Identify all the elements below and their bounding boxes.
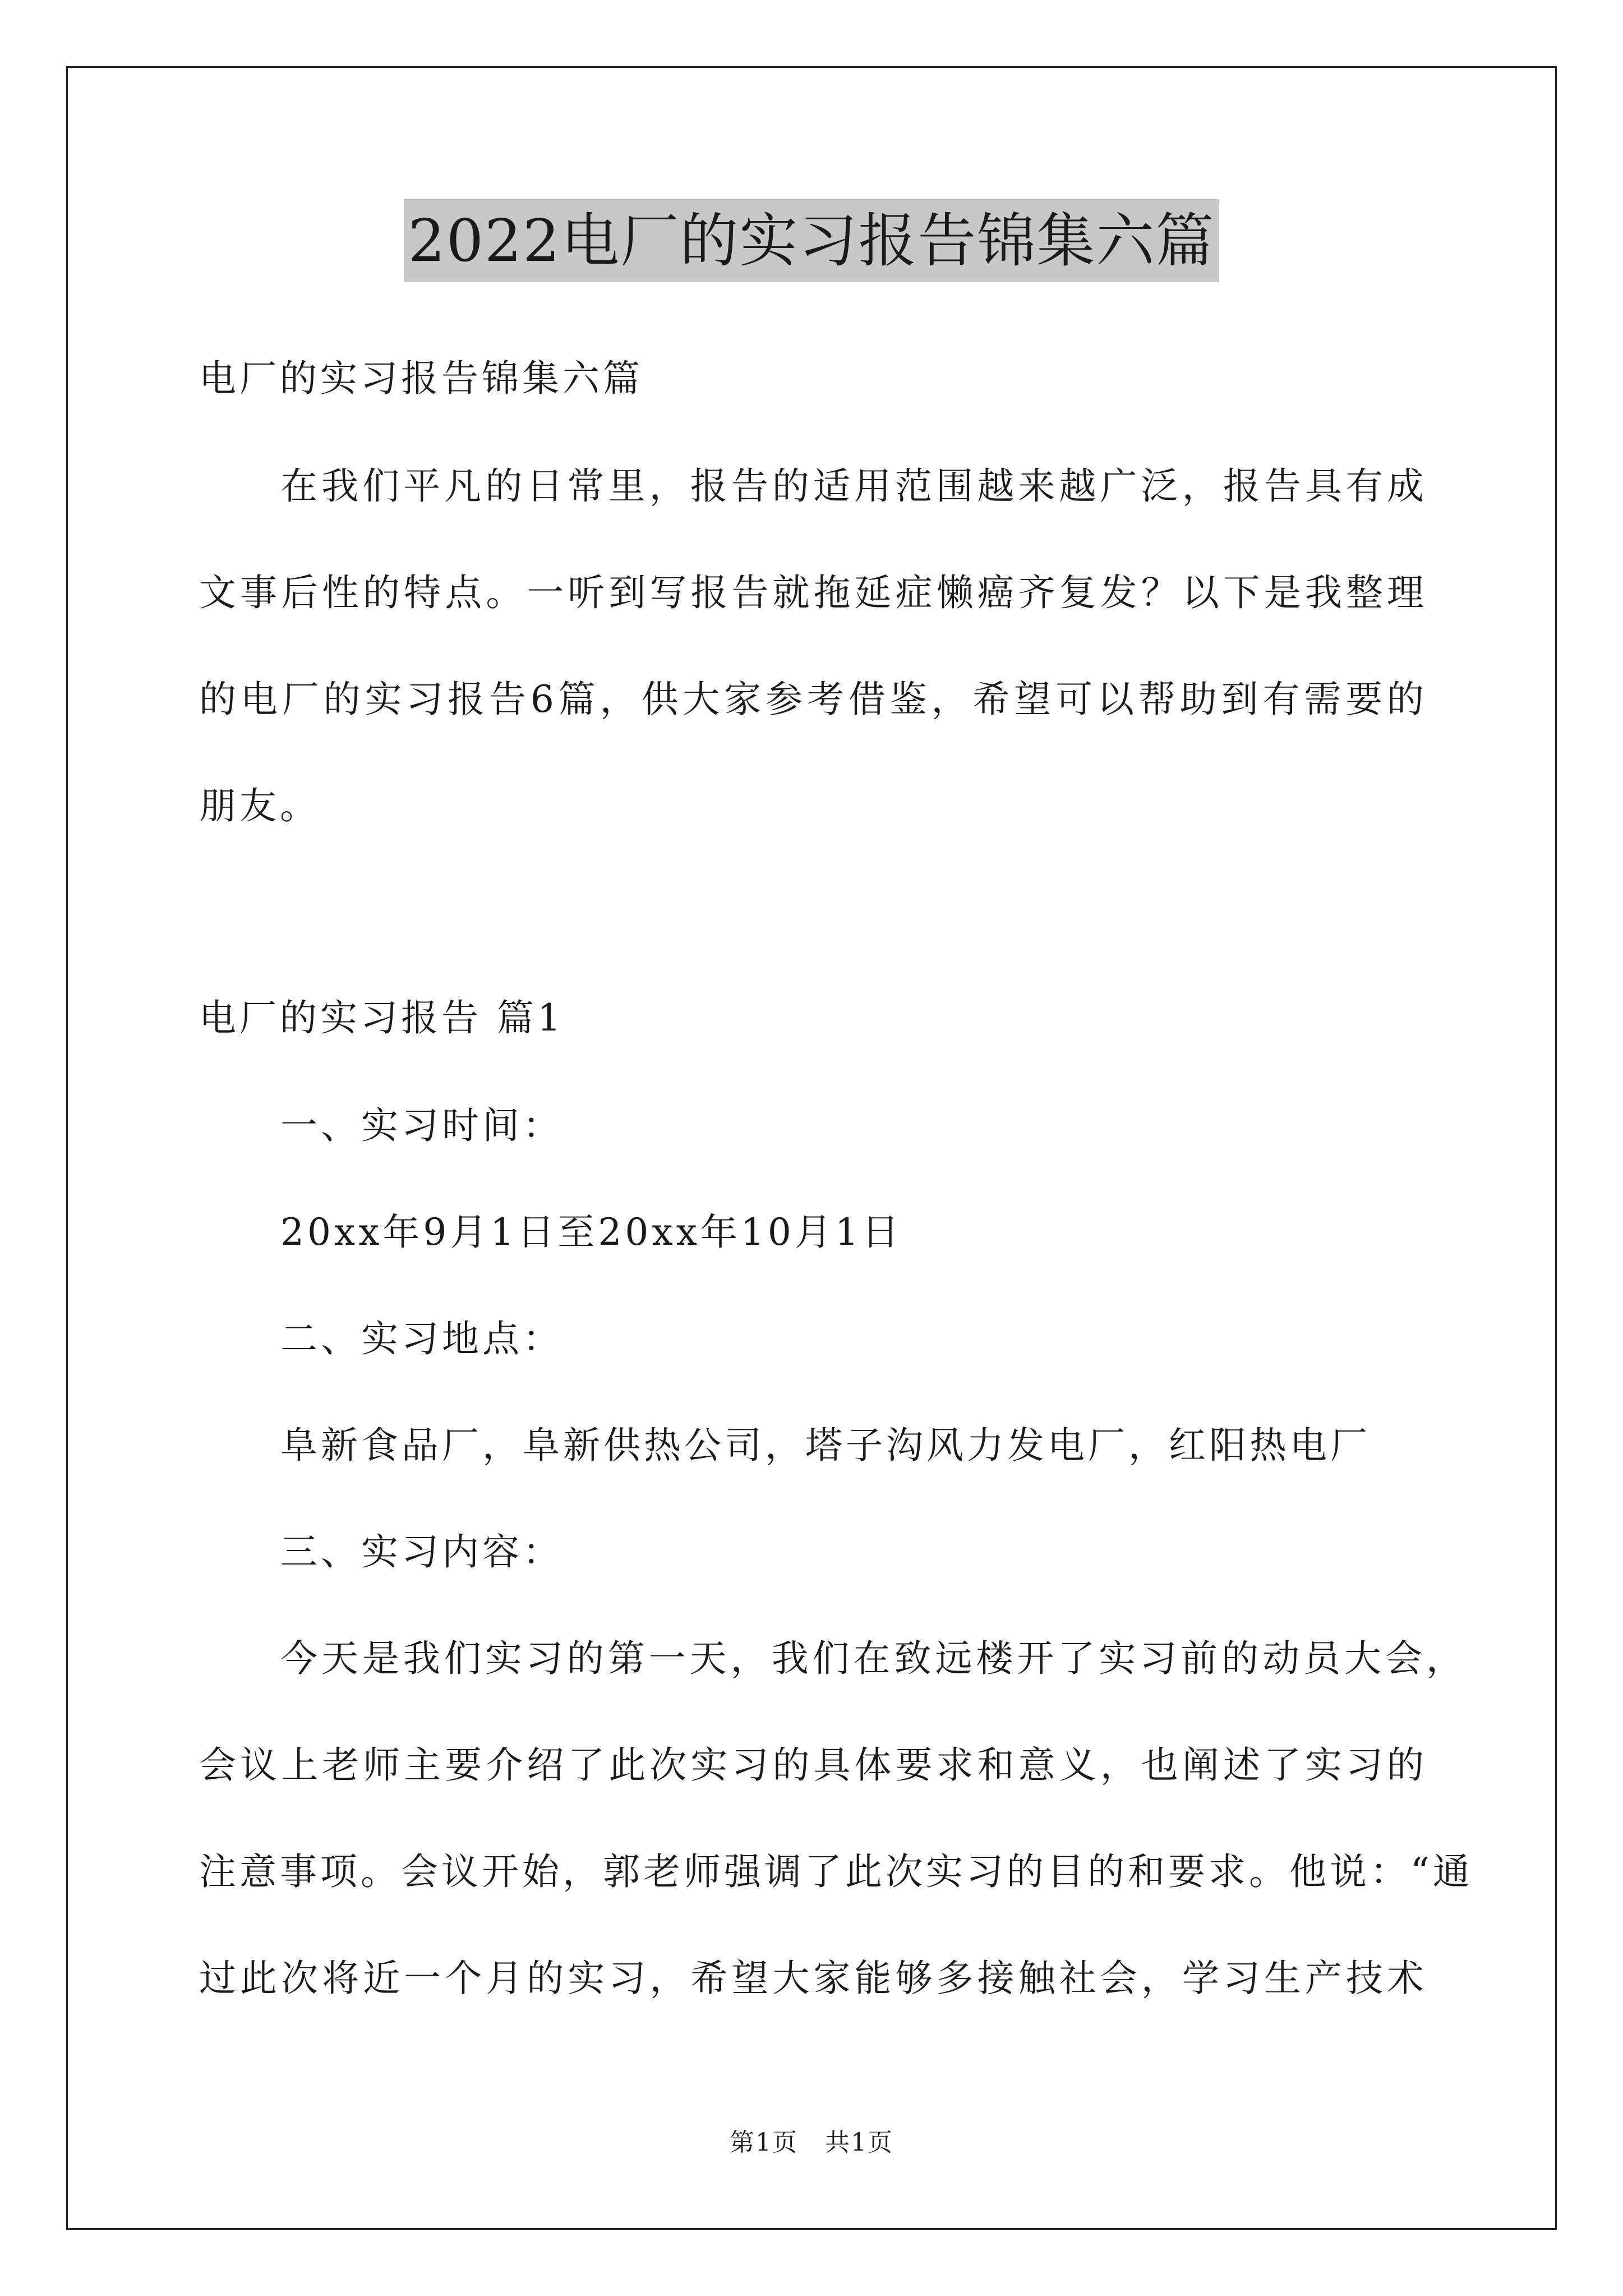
content-label: 三、实习内容： bbox=[280, 1530, 563, 1573]
content-line-1: 今天是我们实习的第一天，我们在致远楼开了实习前的动员大会， bbox=[280, 1637, 1467, 1680]
intro-line-1: 在我们平凡的日常里，报告的适用范围越来越广泛，报告具有成 bbox=[280, 464, 1427, 508]
section-heading: 电厂的实习报告 篇1 bbox=[199, 996, 564, 1039]
title-container bbox=[0, 199, 1623, 282]
content-line-3: 注意事项。会议开始，郭老师强调了此次实习的目的和要求。他说：“通 bbox=[199, 1850, 1473, 1893]
time-label: 一、实习时间： bbox=[280, 1104, 563, 1147]
page-number-total: 共1页 bbox=[825, 2128, 893, 2157]
intro-line-2: 文事后性的特点。一听到写报告就拖延症懒癌齐复发？以下是我整理 bbox=[199, 571, 1427, 614]
place-value: 阜新食品厂，阜新供热公司，塔子沟风力发电厂，红阳热电厂 bbox=[280, 1424, 1371, 1467]
place-label: 二、实习地点： bbox=[280, 1317, 563, 1360]
document-subtitle: 电厂的实习报告锦集六篇 bbox=[199, 357, 643, 400]
document-title: 2022电厂的实习报告锦集六篇 bbox=[404, 199, 1220, 282]
intro-line-3: 的电厂的实习报告6篇，供大家参考借鉴，希望可以帮助到有需要的 bbox=[199, 678, 1427, 721]
time-value: 20xx年9月1日至20xx年10月1日 bbox=[280, 1211, 902, 1254]
page-footer bbox=[0, 2126, 1623, 2160]
intro-line-4: 朋友。 bbox=[199, 784, 320, 827]
page-number-current: 第1页 bbox=[730, 2128, 798, 2157]
content-line-4: 过此次将近一个月的实习，希望大家能够多接触社会，学习生产技术 bbox=[199, 1957, 1427, 2000]
content-line-2: 会议上老师主要介绍了此次实习的具体要求和意义，也阐述了实习的 bbox=[199, 1743, 1427, 1787]
